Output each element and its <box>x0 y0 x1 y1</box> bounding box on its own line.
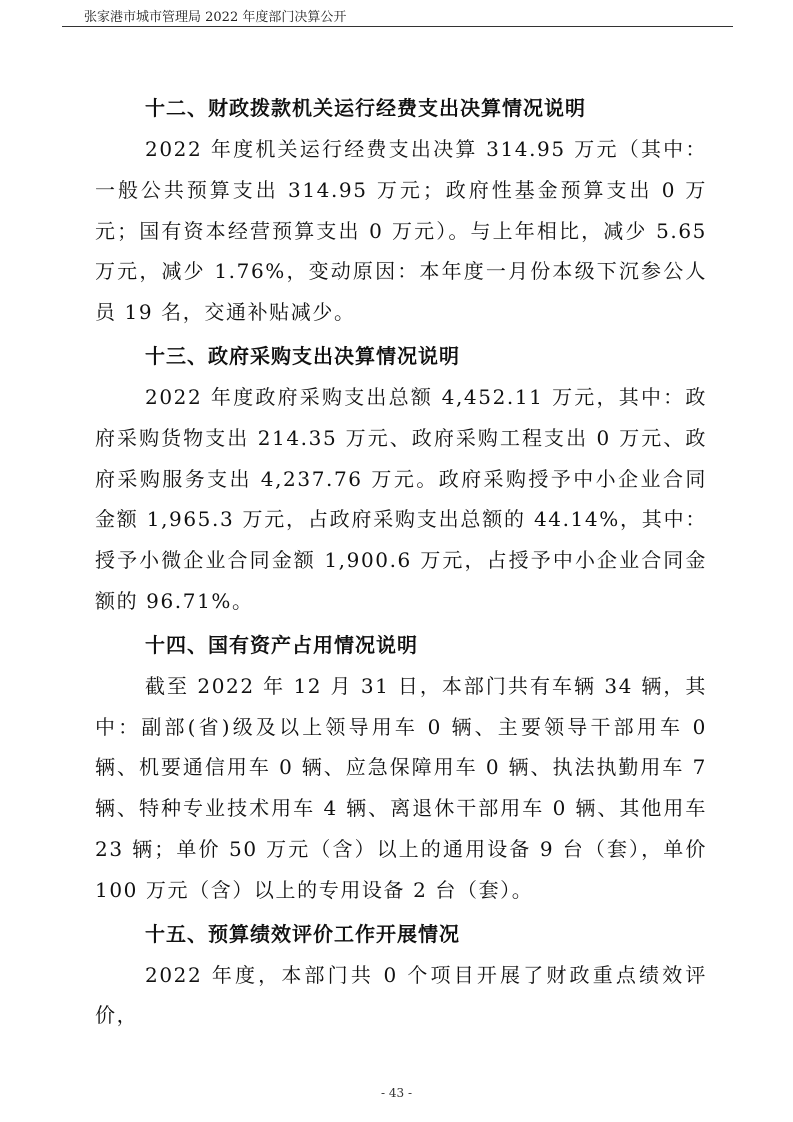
section-paragraph: 2022 年度政府采购支出总额 4,452.11 万元，其中：政府采购货物支出 214.35 万元、政府采购工程支出 0 万元、政府采购服务支出 4,237.76 万元。政府采购授予中小企业合同金额 1,965.3 万元，占政府采购支出总额的 44.14%，其中：授予小微企业合同金额 1,900.6 万元，占授予中小企业合同金额的 96.71%。 <box>95 384 707 613</box>
section-paragraph: 截至 2022 年 12 月 31 日，本部门共有车辆 34 辆，其中：副部(省)级及以上领导用车 0 辆、主要领导干部用车 0 辆、机要通信用车 0 辆、应急保障用车 0 辆、执法执勤用车 7 辆、特种专业技术用车 4 辆、离退休干部用车 0 辆、其他用车 23 辆；单价 50 万元（含）以上的通用设备 9 台（套），单价 100 万元（含）以上的专用设备 2 台（套）。 <box>95 673 707 902</box>
section-14 <box>95 624 707 911</box>
section-paragraph: 2022 年度，本部门共 0 个项目开展了财政重点绩效评价， <box>95 962 707 1028</box>
section-heading: 十四、国有资产占用情况说明 <box>145 632 418 657</box>
section-heading: 十二、财政拨款机关运行经费支出决算情况说明 <box>145 96 586 120</box>
document-header-title: 张家港市城市管理局 2022 年度部门决算公开 <box>84 10 347 25</box>
section-13 <box>95 335 707 622</box>
section-15 <box>95 913 707 1037</box>
section-heading: 十三、政府采购支出决算情况说明 <box>145 343 460 368</box>
page-number: - 43 - <box>380 1086 412 1100</box>
section-heading: 十五、预算绩效评价工作开展情况 <box>145 921 460 946</box>
header-divider <box>62 26 733 27</box>
document-body <box>95 87 707 1038</box>
section-paragraph: 2022 年度机关运行经费支出决算 314.95 万元（其中：一般公共预算支出 314.95 万元；政府性基金预算支出 0 万元；国有资本经营预算支出 0 万元）。与上年相比，减少 5.65 万元，减少 1.76%，变动原因：本年度一月份本级下沉参公人员 19 名，交通补贴减少。 <box>95 137 707 325</box>
section-12 <box>95 87 707 333</box>
